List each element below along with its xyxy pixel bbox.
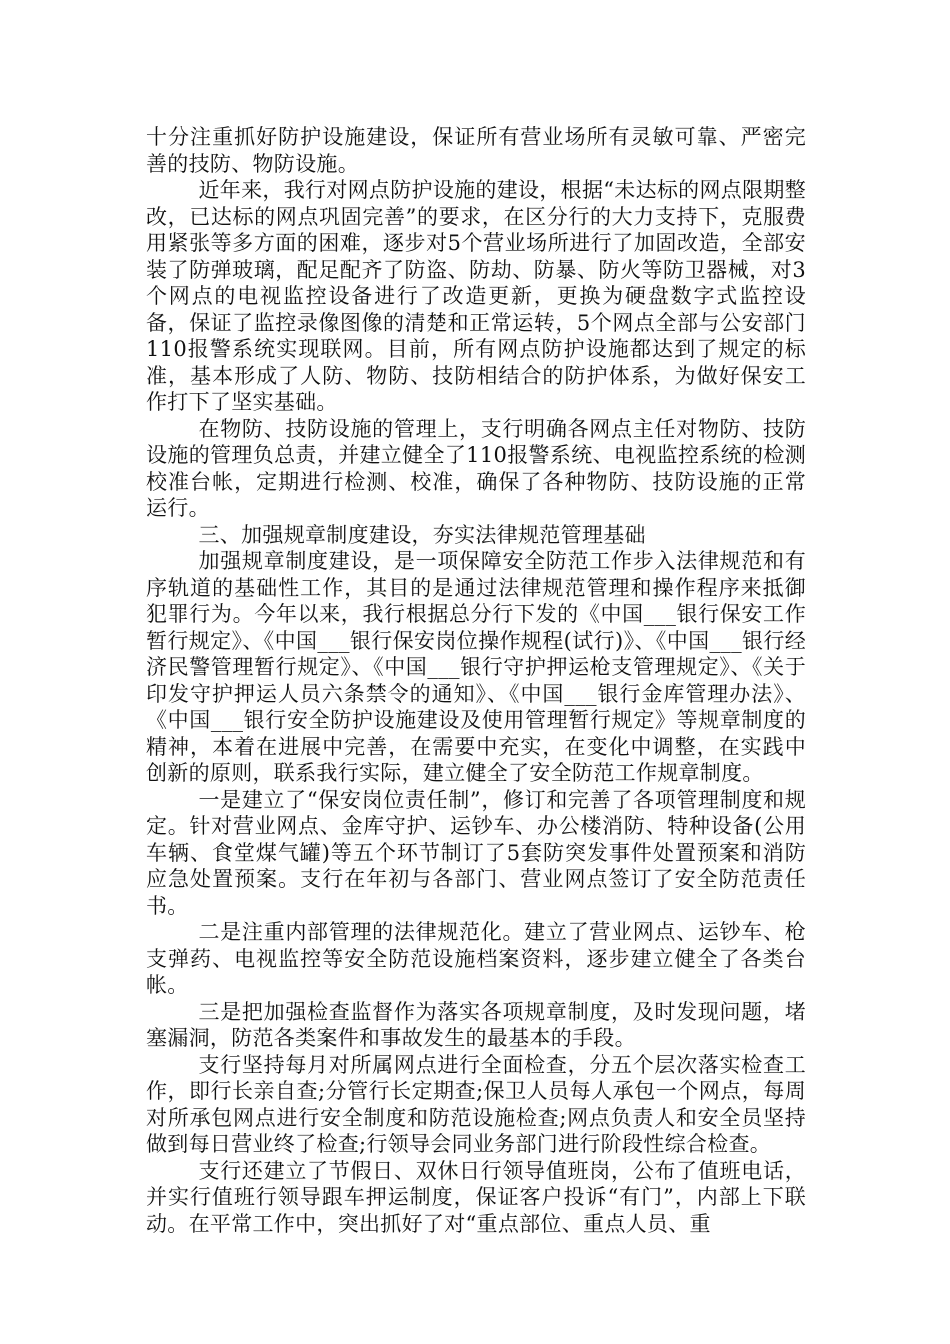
- paragraph-7: 三是把加强检查监督作为落实各项规章制度，及时发现问题，堵塞漏洞，防范各类案件和事故发生的最基本的手段。: [146, 999, 806, 1050]
- paragraph-5: 一是建立了“保安岗位责任制”，修订和完善了各项管理制度和规定。针对营业网点、金库守护、运钞车、办公楼消防、特种设备(公用车辆、食堂煤气罐)等五个环节制订了5套防突发事件处置预案和消防应急处置预案。支行在年初与各部门、营业网点签订了安全防范责任书。: [146, 787, 806, 918]
- paragraph-3: 在物防、技防设施的管理上，支行明确各网点主任对物防、技防设施的管理负总责，并建立健全了110报警系统、电视监控系统的检测校准台帐，定期进行检测、校准，确保了各种物防、技防设施的正常运行。: [146, 416, 806, 520]
- document-page: [146, 124, 806, 1237]
- paragraph-4: 加强规章制度建设，是一项保障安全防范工作步入法律规范和有序轨道的基础性工作，其目的是通过法律规范管理和操作程序来抵御犯罪行为。今年以来，我行根据总分行下发的《中国___银行保安工作暂行规定》、《中国___银行保安岗位操作规程(试行)》、《中国___银行经济民警管理暂行规定》、《中国___银行守护押运枪支管理规定》、《关于印发守护押运人员六条禁令的通知》、《中国___银行金库管理办法》、《中国___银行安全防护设施建设及使用管理暂行规定》等规章制度的精神，本着在进展中完善，在需要中充实，在变化中调整，在实践中创新的原则，联系我行实际，建立健全了安全防范工作规章制度。: [146, 549, 806, 785]
- paragraph-9: 支行还建立了节假日、双休日行领导值班岗，公布了值班电话，并实行值班行领导跟车押运制度，保证客户投诉“有门”，内部上下联动。在平常工作中，突出抓好了对“重点部位、重点人员、重: [146, 1158, 806, 1236]
- paragraph-2: 近年来，我行对网点防护设施的建设，根据“未达标的网点限期整改，已达标的网点巩固完善”的要求，在区分行的大力支持下，克服费用紧张等多方面的困难，逐步对5个营业场所进行了加固改造，全部安装了防弹玻璃，配足配齐了防盗、防劫、防暴、防火等防卫器械，对3个网点的电视监控设备进行了改造更新，更换为硬盘数字式监控设备，保证了监控录像图像的清楚和正常运转，5个网点全部与公安部门110报警系统实现联网。目前，所有网点防护设施都达到了规定的标准，基本形成了人防、物防、技防相结合的防护体系，为做好保安工作打下了坚实基础。: [146, 178, 806, 414]
- paragraph-1: 十分注重抓好防护设施建设，保证所有营业场所有灵敏可靠、严密完善的技防、物防设施。: [146, 125, 806, 176]
- paragraph-6: 二是注重内部管理的法律规范化。建立了营业网点、运钞车、枪支弹药、电视监控等安全防范设施档案资料，逐步建立健全了各类台帐。: [146, 920, 806, 997]
- paragraph-8: 支行坚持每月对所属网点进行全面检查，分五个层次落实检查工作，即行长亲自查;分管行长定期查;保卫人员每人承包一个网点，每周对所承包网点进行安全制度和防范设施检查;网点负责人和安全员坚持做到每日营业终了检查;行领导会同业务部门进行阶段性综合检查。: [146, 1052, 806, 1156]
- section-heading-3: 三、加强规章制度建设，夯实法律规范管理基础: [198, 522, 646, 547]
